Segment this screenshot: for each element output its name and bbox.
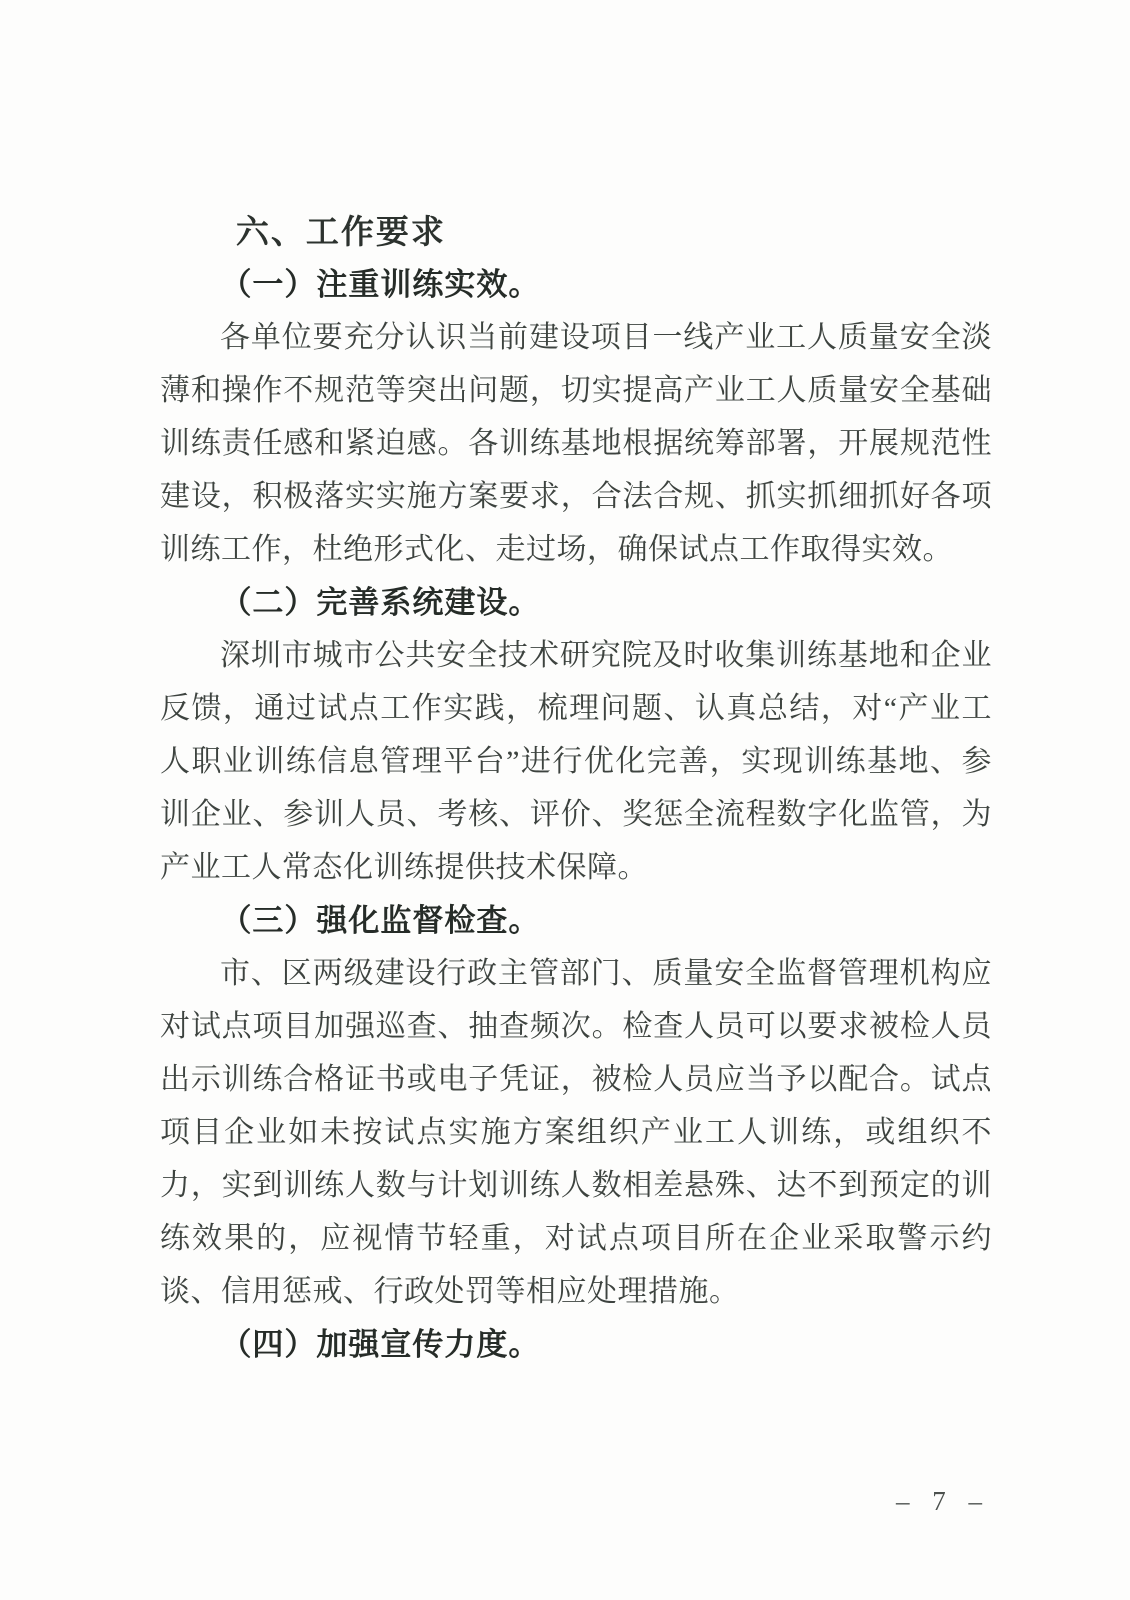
section-heading: （三）强化监督检查。 xyxy=(220,903,541,938)
section-body: 各单位要充分认识当前建设项目一线产业工人质量安全淡薄和操作不规范等突出问题，切实提高产业工人质量安全基础训练责任感和紧迫感。各训练基地根据统筹部署，开展规范性建设，积极落实实施方案要求，合法合规、抓实抓细抓好各项训练工作，杜绝形式化、走过场，确保试点工作取得实效。 xyxy=(160,321,992,566)
section xyxy=(160,894,992,1318)
section xyxy=(160,576,992,894)
section-heading: （四）加强宣传力度。 xyxy=(220,1327,541,1362)
section xyxy=(160,258,992,576)
sections xyxy=(160,258,992,1371)
section xyxy=(160,1318,992,1371)
section-body: 深圳市城市公共安全技术研究院及时收集训练基地和企业反馈，通过试点工作实践，梳理问题、认真总结，对“产业工人职业训练信息管理平台”进行优化完善，实现训练基地、参训企业、参训人员、考核、评价、奖惩全流程数字化监管，为产业工人常态化训练提供技术保障。 xyxy=(160,639,992,884)
page-number: – 7 – xyxy=(896,1486,984,1516)
section-heading: （二）完善系统建设。 xyxy=(220,585,541,620)
section-body: 市、区两级建设行政主管部门、质量安全监督管理机构应对试点项目加强巡查、抽查频次。检查人员可以要求被检人员出示训练合格证书或电子凭证，被检人员应当予以配合。试点项目企业如未按试点实施方案组织产业工人训练，或组织不力，实到训练人数与计划训练人数相差悬殊、达不到预定的训练效果的，应视情节轻重，对试点项目所在企业采取警示约谈、信用惩戒、行政处罚等相应处理措施。 xyxy=(160,957,992,1308)
document-body xyxy=(160,205,992,1371)
section-heading: （一）注重训练实效。 xyxy=(220,267,541,302)
chapter-heading: 六、工作要求 xyxy=(235,212,446,251)
